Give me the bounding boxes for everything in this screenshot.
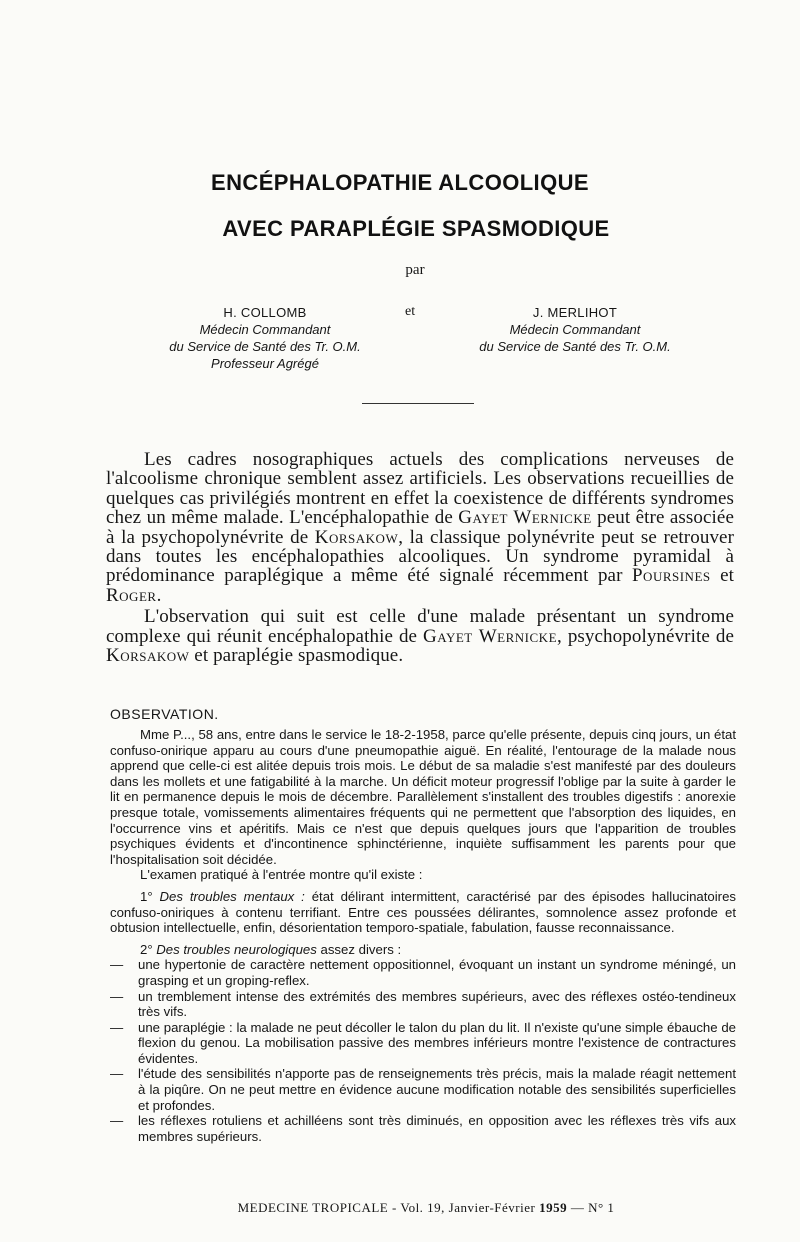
author-rank: Professeur Agrégé xyxy=(211,356,319,371)
author-collomb xyxy=(120,304,410,372)
section-heading-observation: OBSERVATION. xyxy=(110,706,219,722)
issue-number: — N° 1 xyxy=(570,1200,615,1215)
journal-name: MEDECINE TROPICALE xyxy=(237,1200,389,1215)
page-footer: MEDECINE TROPICALE - Vol. 19, Janvier-Février 1959 — N° 1 xyxy=(237,1200,615,1215)
list-item: — un tremblement intense des extrémités des membres supérieurs, avec des réflexes ostéo-tendineux très vifs. xyxy=(110,988,736,1020)
author-conjunction: et xyxy=(405,304,416,319)
observation-body xyxy=(110,727,736,1144)
author-title: Médecin Commandant xyxy=(509,322,641,337)
author-citation: Poursines xyxy=(631,565,711,587)
intro-paragraph-1: Les cadres nosographiques actuels des complications nerveuses de l'alcoolisme chronique semblent assez artificiels. Les observations recueillies de quelques cas privilégiés montrent en effet la coexistence de différents syndromes chez un même malade. L'encéphalopathie de Gayet Wernicke peut être associée à la psychopolynévrite de Korsakow, la classique polynévrite peut se retrouver dans toutes les encéphalopathies alcooliques. Un syndrome pyramidal à prédominance paraplégique a même été signalé récemment par Poursines et Roger. xyxy=(106,449,734,606)
author-citation: Gayet Wernicke xyxy=(423,625,558,647)
author-affiliation: du Service de Santé des Tr. O.M. xyxy=(479,339,671,354)
author-name: J. MERLIHOT xyxy=(532,305,618,320)
list-item: — une paraplégie : la malade ne peut décoller le talon du plan du lit. Il n'existe qu'une simple ébauche de flexion du genou. La mobilisation passive des membres inférieurs montre l'existence de contractures évidentes. xyxy=(110,1019,736,1066)
author-citation: Gayet Wernicke xyxy=(458,507,592,529)
author-citation: Korsakow xyxy=(106,645,190,667)
list-item: — les réflexes rotuliens et achilléens sont très diminués, en opposition avec les réflexes très vifs aux membres supérieurs. xyxy=(110,1113,736,1144)
author-citation: Roger xyxy=(106,584,157,606)
finding-mental: 1° Des troubles mentaux : état délirant intermittent, caractérisé par des épisodes hallucinatoires confuso-oniriques à contenu terrifiant. Entre ces poussées délirantes, somnolence assez profonde et obtusion intellectuelle, enfin, désorientation temporo-spatiale, fabulation, fausse reconnaissance. xyxy=(110,888,736,936)
article-title-line-1: ENCÉPHALOPATHIE ALCOOLIQUE xyxy=(211,170,589,195)
author-title: Médecin Commandant xyxy=(199,322,331,337)
list-item: — l'étude des sensibilités n'apporte pas de renseignements très précis, mais la malade réagit nettement à la piqûre. On ne peut mettre en évidence aucune modification notable des sensibilités superficielles et profondes. xyxy=(110,1066,736,1113)
finding-neurological: 2° Des troubles neurologiques assez divers : xyxy=(140,941,402,957)
observation-paragraph: Mme P..., 58 ans, entre dans le service le 18-2-1958, parce qu'elle présente, depuis cinq jours, un état confuso-onirique apparu au cours d'une pneumopathie aiguë. En réalité, l'entourage de la malade nous apprend que celle-ci est alitée depuis trois mois. Le début de sa maladie s'est manifesté par des douleurs dans les mollets et une fatigabilité à la marche. Un déficit moteur progressif l'oblige par la suite à garder le lit en permanence depuis le mois de décembre. Parallèlement s'installent des troubles digestifs : anorexie presque totale, vomissements alimentaires fréquents qui ne permettent que l'absorption des liquides, en l'occurrence vins et apéritifs. Mais ce n'est que depuis quelques jours que l'apparition de troubles psychiques évidents et d'incontinence sphinctérienne, inquiète suffisamment les parents pour que l'hospitalisation soit décidée. xyxy=(110,727,736,867)
volume-info: Vol. 19, Janvier-Février xyxy=(400,1200,536,1215)
list-item: — une hypertonie de caractère nettement oppositionnel, évoquant un instant un syndrome méningé, un grasping et un groping-reflex. xyxy=(110,957,736,988)
author-merlihot xyxy=(430,304,720,355)
article-title-line-2: AVEC PARAPLÉGIE SPASMODIQUE xyxy=(222,216,610,241)
author-citation: Korsakow xyxy=(314,526,399,548)
author-name: H. COLLOMB xyxy=(223,305,307,320)
separator-rule xyxy=(362,403,474,404)
observation-paragraph: L'examen pratiqué à l'entrée montre qu'il existe : xyxy=(140,867,423,883)
year: 1959 xyxy=(539,1200,568,1215)
intro-paragraph-2: L'observation qui suit est celle d'une malade présentant un syndrome complexe qui réunit encéphalopathie de Gayet Wernicke, psychopolynévrite de Korsakow et paraplégie spasmodique. xyxy=(106,606,734,667)
author-affiliation: du Service de Santé des Tr. O.M. xyxy=(169,339,361,354)
introduction xyxy=(106,450,734,665)
byline-par: par xyxy=(405,262,425,278)
